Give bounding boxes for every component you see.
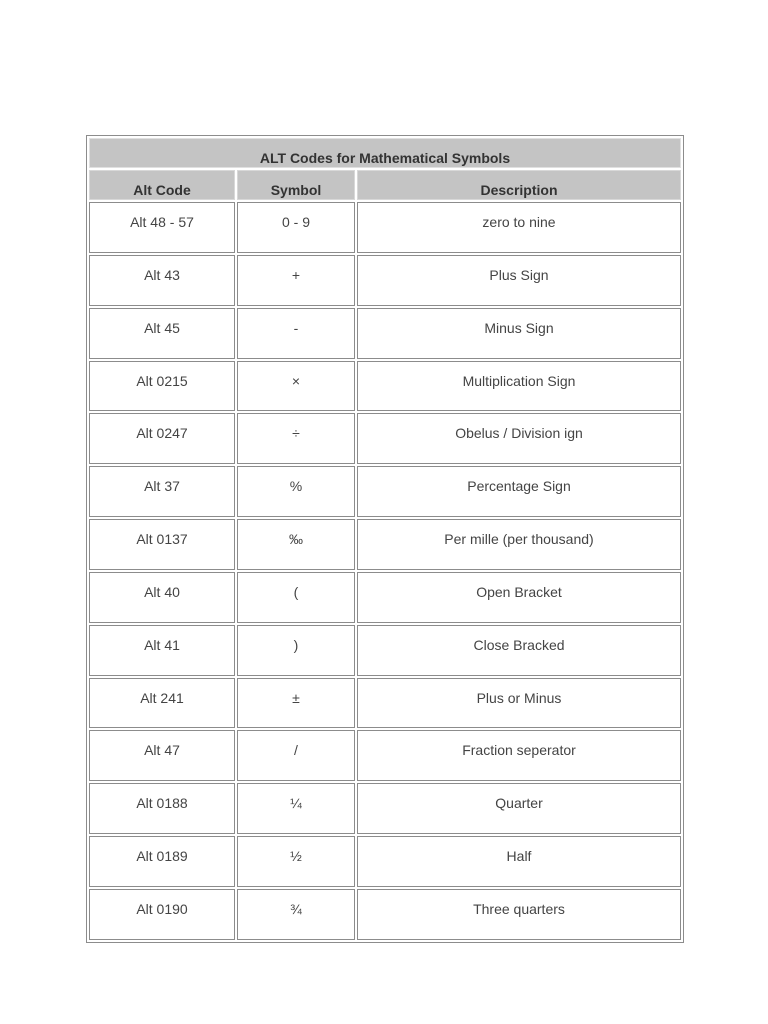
- column-header-symbol: Symbol: [237, 170, 355, 200]
- symbol-cell: ÷: [237, 413, 355, 464]
- description-cell: Minus Sign: [357, 308, 681, 359]
- description-cell: Plus Sign: [357, 255, 681, 306]
- table-row: [89, 730, 681, 781]
- alt-code-cell: Alt 40: [89, 572, 235, 623]
- symbol-cell: ¼: [237, 783, 355, 834]
- symbol-cell: +: [237, 255, 355, 306]
- description-cell: zero to nine: [357, 202, 681, 253]
- table-row: [89, 572, 681, 623]
- symbol-cell: %: [237, 466, 355, 517]
- description-cell: Percentage Sign: [357, 466, 681, 517]
- symbol-cell: ¾: [237, 889, 355, 940]
- description-cell: Quarter: [357, 783, 681, 834]
- table-body: [89, 202, 681, 940]
- alt-code-cell: Alt 48 - 57: [89, 202, 235, 253]
- description-cell: Fraction seperator: [357, 730, 681, 781]
- alt-code-cell: Alt 37: [89, 466, 235, 517]
- table-row: [89, 625, 681, 676]
- alt-codes-table: [87, 136, 683, 942]
- symbol-cell: ½: [237, 836, 355, 887]
- table-row: [89, 361, 681, 412]
- alt-codes-table-container: [86, 135, 684, 943]
- symbol-cell: ×: [237, 361, 355, 412]
- description-cell: Close Bracked: [357, 625, 681, 676]
- description-cell: Per mille (per thousand): [357, 519, 681, 570]
- table-title: ALT Codes for Mathematical Symbols: [89, 138, 681, 168]
- description-cell: Three quarters: [357, 889, 681, 940]
- table-row: [89, 836, 681, 887]
- column-header-alt-code: Alt Code: [89, 170, 235, 200]
- alt-code-cell: Alt 47: [89, 730, 235, 781]
- alt-code-cell: Alt 41: [89, 625, 235, 676]
- table-row: [89, 678, 681, 729]
- symbol-cell: ‰: [237, 519, 355, 570]
- symbol-cell: -: [237, 308, 355, 359]
- alt-code-cell: Alt 0190: [89, 889, 235, 940]
- table-row: [89, 783, 681, 834]
- alt-code-cell: Alt 0215: [89, 361, 235, 412]
- alt-code-cell: Alt 45: [89, 308, 235, 359]
- table-row: [89, 308, 681, 359]
- column-header-description: Description: [357, 170, 681, 200]
- table-row: [89, 255, 681, 306]
- description-cell: Obelus / Division ign: [357, 413, 681, 464]
- table-row: [89, 466, 681, 517]
- table-row: [89, 889, 681, 940]
- description-cell: Plus or Minus: [357, 678, 681, 729]
- table-row: [89, 202, 681, 253]
- table-title-row: [89, 138, 681, 168]
- table-header-row: [89, 170, 681, 200]
- symbol-cell: (: [237, 572, 355, 623]
- symbol-cell: ): [237, 625, 355, 676]
- alt-code-cell: Alt 43: [89, 255, 235, 306]
- table-row: [89, 413, 681, 464]
- symbol-cell: ±: [237, 678, 355, 729]
- alt-code-cell: Alt 0247: [89, 413, 235, 464]
- alt-code-cell: Alt 0188: [89, 783, 235, 834]
- symbol-cell: 0 - 9: [237, 202, 355, 253]
- description-cell: Half: [357, 836, 681, 887]
- alt-code-cell: Alt 0189: [89, 836, 235, 887]
- alt-code-cell: Alt 0137: [89, 519, 235, 570]
- description-cell: Multiplication Sign: [357, 361, 681, 412]
- table-row: [89, 519, 681, 570]
- symbol-cell: /: [237, 730, 355, 781]
- description-cell: Open Bracket: [357, 572, 681, 623]
- alt-code-cell: Alt 241: [89, 678, 235, 729]
